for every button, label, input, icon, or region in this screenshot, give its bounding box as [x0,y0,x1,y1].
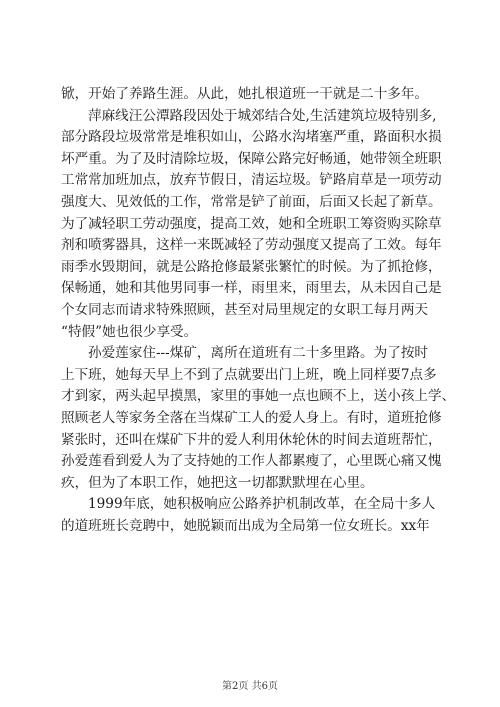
text-line: 强度大、见效低的工作，常常是铲了前面，后面又长起了新草。 [61,193,442,210]
text-line: 保畅通，她和其他男同事一样，雨里来，雨里去，从未因自己是 [61,280,442,297]
text-line: 为了减轻职工劳动强度，提高工效，她和全班职工筹资购买除草 [61,215,442,232]
page-number-footer: 第2页 共6页 [222,681,278,692]
text-line: 照顾老人等家务全落在当煤矿工人的爱人身上。有时，道班抢修 [61,409,442,426]
text-line: 1999年底，她积极响应公路养护机制改革，在全局十多人 [88,496,436,513]
text-line: 疚，但为了本职工作，她把这一切都默默埋在心里。 [61,474,374,491]
text-line: 剂和喷雾器具，这样一来既减轻了劳动强度又提高了工效。每年 [61,237,442,254]
document-body [61,84,456,537]
text-line: “特假”她也很少享受。 [61,323,198,340]
text-line: 才到家，两头起早摸黑，家里的事她一点也顾不上，送小孩上学、 [61,388,456,405]
text-line: 上下班，她每天早上不到了点就要出门上班，晚上同样要7点多 [61,366,437,383]
text-line: 孙爱莲家住---煤矿，离所在道班有二十多里路。为了按时 [88,345,429,362]
text-line: 锨，开始了养路生涯。从此，她扎根道班一干就是二十多年。 [61,86,429,102]
text-line: 雨季水毁期间，就是公路抢修最紧张繁忙的时候。为了抓抢修， [61,258,442,275]
text-line: 孙爱莲看到爱人为了支持她的工作人都累瘦了，心里既心痛又愧 [61,453,442,470]
text-line: 紧张时，还叫在煤矿下井的爱人利用休轮休的时间去道班帮忙， [61,431,442,448]
text-line: 坏严重。为了及时清除垃圾，保障公路完好畅通，她带领全班职 [61,150,442,167]
text-line: 工常常加班加点，放弃节假日，清运垃圾。铲路肩草是一项劳动 [61,172,442,189]
text-line: 萍麻线汪公潭路段因处于城郊结合处,生活建筑垃圾特别多, [88,107,437,124]
text-line: 的道班班长竞聘中，她脱颖而出成为全局第一位女班长。xx年 [61,517,430,534]
text-line: 个女同志而请求特殊照顾，甚至对局里规定的女职工每月两天 [61,301,429,318]
text-line: 部分路段垃圾常常是堆积如山，公路水沟堵塞严重，路面积水损 [61,129,442,146]
